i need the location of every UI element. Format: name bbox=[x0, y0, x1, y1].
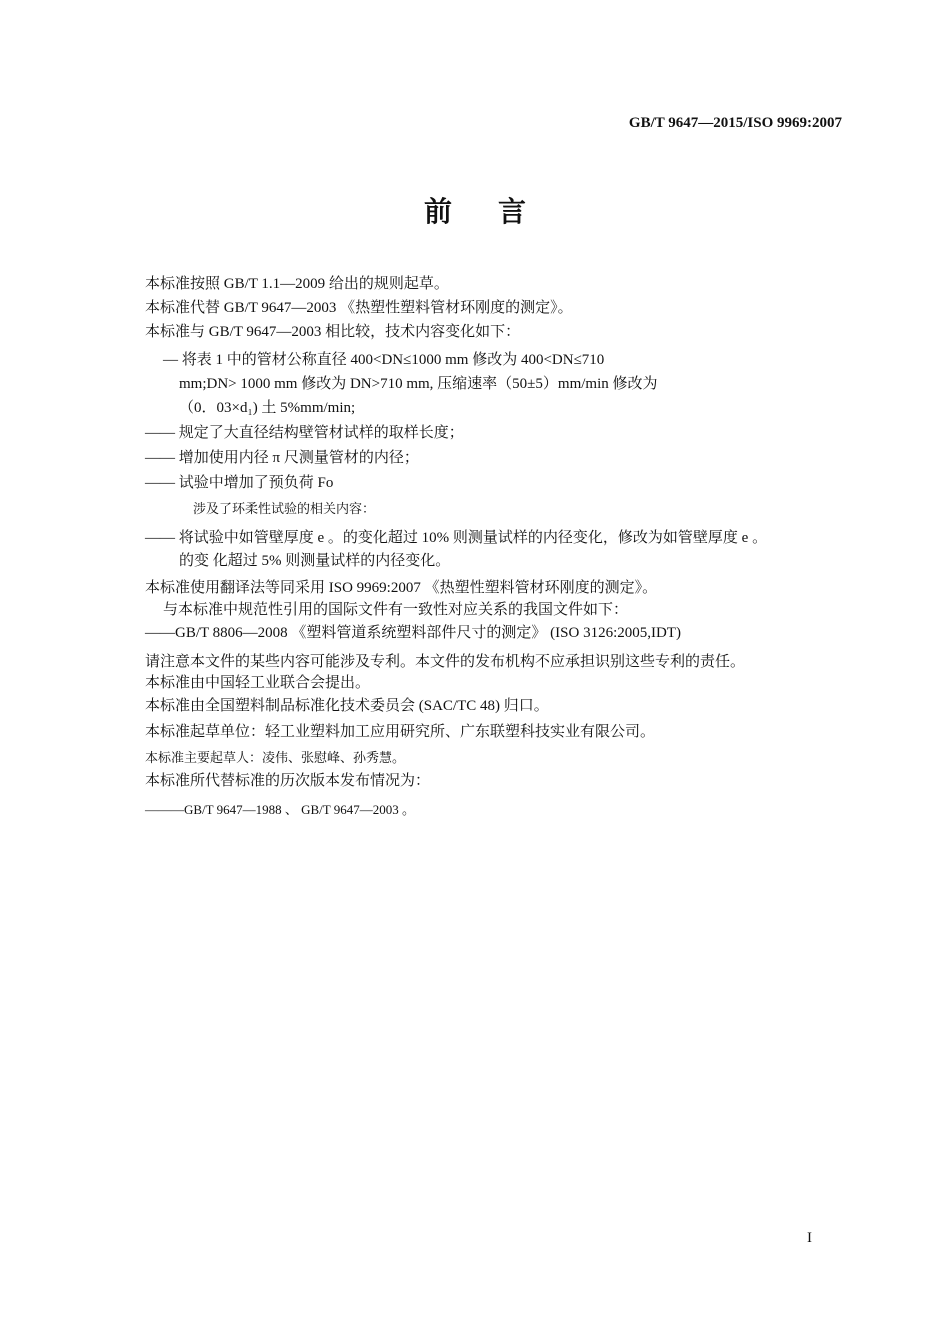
body-line: —— 增加使用内径 π 尺测量管材的内径； bbox=[145, 450, 419, 466]
page-title: 前言 bbox=[423, 197, 572, 228]
body-line: — 将表 1 中的管材公称直径 400<DN≤1000 mm 修改为 400<DN≤710 bbox=[163, 352, 605, 368]
body-line: 涉及了环柔性试验的相关内容： bbox=[193, 501, 376, 516]
body-line: 本标准所代替标准的历次版本发布情况为： bbox=[145, 773, 431, 789]
body-line: —— 规定了大直径结构壁管材试样的取样长度； bbox=[145, 425, 464, 441]
body-line: （0．03×d₁) 土 5%mm/min; bbox=[179, 400, 356, 416]
body-line: 与本标准中规范性引用的国际文件有一致性对应关系的我国文件如下： bbox=[163, 602, 629, 618]
body-line: 本标准起草单位：轻工业塑料加工应用研究所、广东联塑科技实业有限公司。 bbox=[145, 724, 656, 740]
body-line: 本标准由全国塑料制品标准化技术委员会 (SAC/TC 48) 归口。 bbox=[145, 698, 549, 714]
body-line: 本标准与 GB/T 9647—2003 相比较，技术内容变化如下： bbox=[145, 324, 521, 340]
body-line: mm;DN> 1000 mm 修改为 DN>710 mm, 压缩速率（50±5）mm/min 修改为 bbox=[179, 376, 658, 392]
body-line: ———GB/T 9647—1988 、 GB/T 9647—2003 。 bbox=[145, 802, 416, 817]
body-line: 本标准代替 GB/T 9647—2003 《热塑性塑料管材环刚度的测定》。 bbox=[145, 300, 573, 316]
page-number: I bbox=[807, 1230, 812, 1246]
body-line: 请注意本文件的某些内容可能涉及专利。本文件的发布机构不应承担识别这些专利的责任。 bbox=[145, 654, 746, 670]
body-line: ——GB/T 8806—2008 《塑料管道系统塑料部件尺寸的测定》 (ISO 3126:2005,IDT) bbox=[145, 625, 681, 641]
body-line: 本标准按照 GB/T 1.1—2009 给出的规则起草。 bbox=[145, 276, 449, 292]
body-line: —— 试验中增加了预负荷 Fo bbox=[145, 475, 334, 491]
body-line: —— 将试验中如管壁厚度 e 。的变化超过 10% 则测量试样的内径变化，修改为如管壁厚度 e 。 bbox=[145, 530, 768, 546]
body-line: 本标准由中国轻工业联合会提出。 bbox=[145, 675, 371, 691]
body-line: 本标准使用翻译法等同采用 ISO 9969:2007 《热塑性塑料管材环刚度的测定》。 bbox=[145, 580, 658, 596]
body-line: 本标准主要起草人：凌伟、张慰峰、孙秀慧。 bbox=[145, 750, 406, 765]
standard-code: GB/T 9647—2015/ISO 9969:2007 bbox=[628, 115, 842, 131]
body-line: 的变 化超过 5% 则测量试样的内径变化。 bbox=[179, 553, 451, 569]
